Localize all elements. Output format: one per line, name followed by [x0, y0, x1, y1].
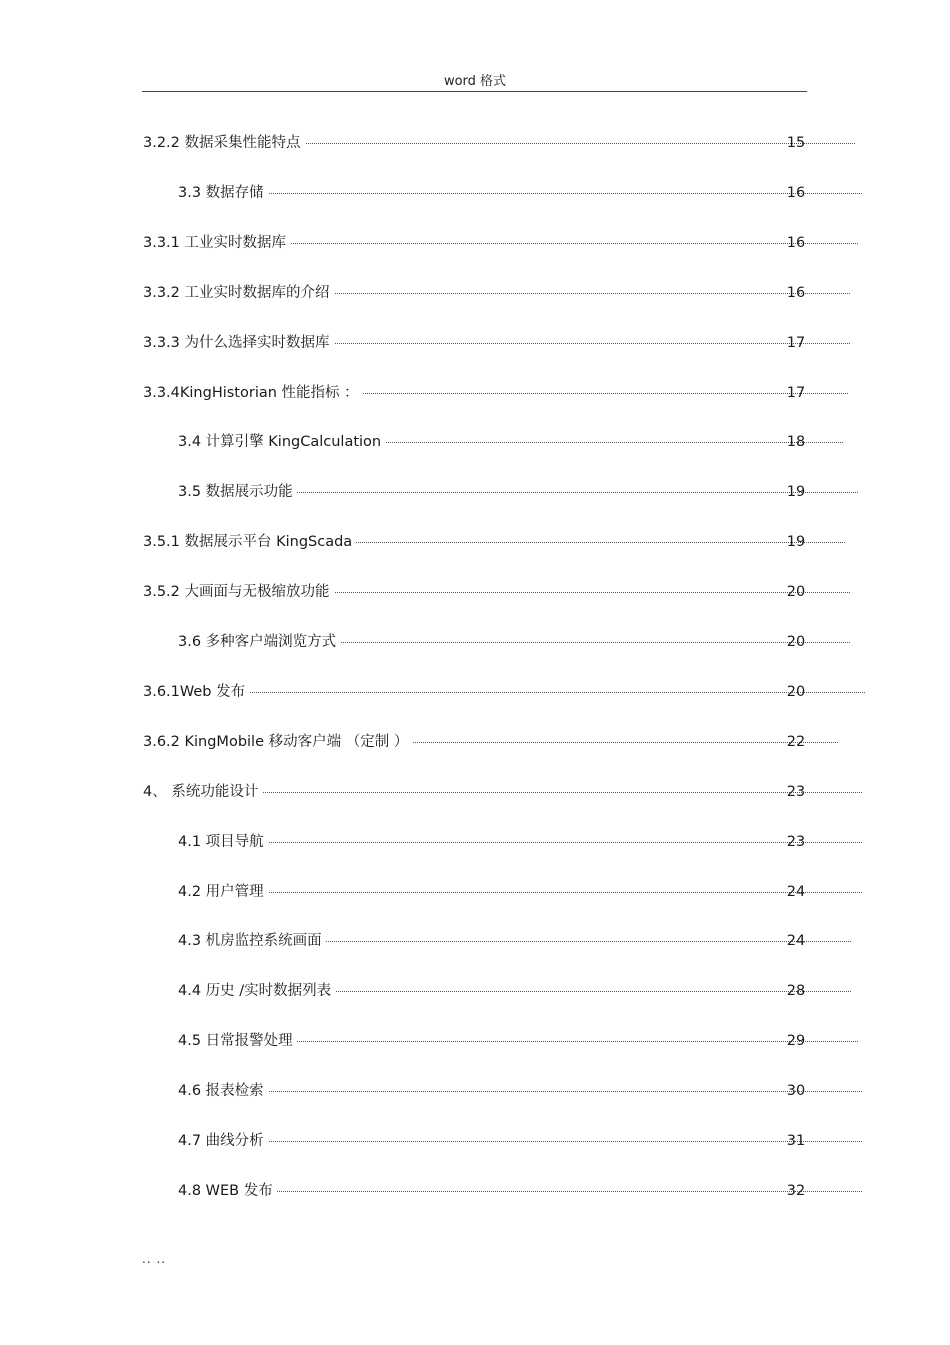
toc-entry-label: 4.6 报表检索: [178, 1080, 268, 1102]
toc-entry[interactable]: [178, 980, 851, 1002]
toc-entry-label: 4.3 机房监控系统画面: [178, 930, 326, 952]
toc-entry[interactable]: [178, 881, 862, 903]
toc-entry-page: 17: [786, 334, 806, 351]
toc-entry-page: 31: [786, 1133, 806, 1149]
toc-entry-page: 23: [786, 783, 806, 800]
toc-entry[interactable]: [178, 431, 843, 453]
toc-entry-page: 15: [786, 135, 806, 151]
page-header-title: word 格式: [443, 74, 507, 89]
toc-entry-label: 3.6.2 KingMobile 移动客户端 （定制 ）: [143, 731, 412, 753]
header-rule: [142, 91, 807, 92]
toc-entry-label: 3.3.2 工业实时数据库的介绍: [143, 282, 334, 304]
toc-entry-label: 3.3 数据存储: [178, 182, 268, 204]
toc-entry-label: 3.3.4KingHistorian 性能指标 ：: [143, 382, 363, 404]
toc-entry[interactable]: [143, 781, 862, 803]
toc-entry[interactable]: [143, 581, 850, 603]
toc-entry[interactable]: [178, 1180, 862, 1202]
toc-entry-page: 20: [786, 683, 806, 700]
toc-entry-label: 4.5 日常报警处理: [178, 1030, 297, 1052]
toc-entry-label: 3.5 数据展示功能: [178, 481, 297, 503]
toc-entry-label: 3.5.1 数据展示平台 KingScada: [143, 531, 356, 553]
toc-entry[interactable]: [143, 731, 838, 753]
toc-entry[interactable]: [143, 681, 865, 703]
toc-entry-page: 16: [786, 234, 806, 251]
toc-entry-label: 3.3.3 为什么选择实时数据库: [143, 332, 334, 354]
toc-entry-page: 29: [786, 1033, 806, 1050]
toc-entry-page: 23: [786, 833, 806, 850]
toc-entry-label: 3.2.2 数据采集性能特点: [143, 132, 305, 154]
toc-entry[interactable]: [178, 481, 858, 503]
toc-leader-dots: [178, 191, 862, 194]
toc-entry[interactable]: [178, 182, 862, 204]
toc-entry-page: 16: [786, 284, 806, 301]
toc-entry[interactable]: [143, 332, 850, 354]
toc-entry-label: 3.6 多种客户端浏览方式: [178, 631, 340, 653]
toc-leader-dots: [178, 1139, 862, 1142]
toc-entry[interactable]: [178, 831, 862, 853]
toc-entry-label: 4、 系统功能设计: [143, 781, 262, 803]
toc-entry-page: 24: [786, 933, 806, 950]
toc-entry[interactable]: [143, 232, 858, 254]
toc-entry-page: 17: [786, 384, 806, 401]
toc-entry-page: 32: [786, 1182, 806, 1199]
toc-entry-label: 3.5.2 大画面与无极缩放功能: [143, 581, 334, 603]
toc-entry-label: 3.4 计算引擎 KingCalculation: [178, 431, 385, 453]
toc-entry[interactable]: [143, 132, 855, 154]
toc-leader-dots: [143, 690, 865, 693]
toc-entry-page: 24: [786, 883, 806, 900]
toc-entry-page: 19: [786, 534, 806, 551]
toc-entry-label: 3.6.1Web 发布: [143, 681, 249, 703]
toc-entry[interactable]: [143, 382, 848, 404]
toc-entry[interactable]: [178, 930, 851, 952]
toc-entry-page: 19: [786, 484, 806, 501]
footer-marks: .. ..: [142, 1252, 167, 1266]
toc-entry[interactable]: [178, 1080, 862, 1102]
toc-leader-dots: [178, 1089, 862, 1092]
toc-entry-label: 4.8 WEB 发布: [178, 1180, 277, 1202]
toc-entry-label: 3.3.1 工业实时数据库: [143, 232, 290, 254]
toc-entry[interactable]: [143, 282, 850, 304]
toc-entry-page: 16: [786, 184, 806, 201]
toc-entry-label: 4.2 用户管理: [178, 881, 268, 903]
toc-leader-dots: [178, 840, 862, 843]
toc-entry[interactable]: [178, 631, 850, 653]
toc-leader-dots: [178, 890, 862, 893]
toc-entry-label: 4.1 项目导航: [178, 831, 268, 853]
toc-entry-page: 20: [786, 634, 806, 650]
toc-entry-page: 22: [786, 733, 806, 750]
toc-entry-page: 20: [786, 584, 806, 601]
toc-entry[interactable]: [143, 531, 845, 553]
toc-entry[interactable]: [178, 1030, 858, 1052]
toc-entry-label: 4.7 曲线分析: [178, 1130, 268, 1152]
toc-entry-label: 4.4 历史 /实时数据列表: [178, 980, 335, 1002]
toc-entry-page: 30: [786, 1083, 806, 1100]
toc-leader-dots: [178, 1189, 862, 1192]
toc-entry-page: 18: [786, 434, 806, 451]
toc-entry-page: 28: [786, 983, 806, 1000]
toc-entry[interactable]: [178, 1130, 862, 1152]
